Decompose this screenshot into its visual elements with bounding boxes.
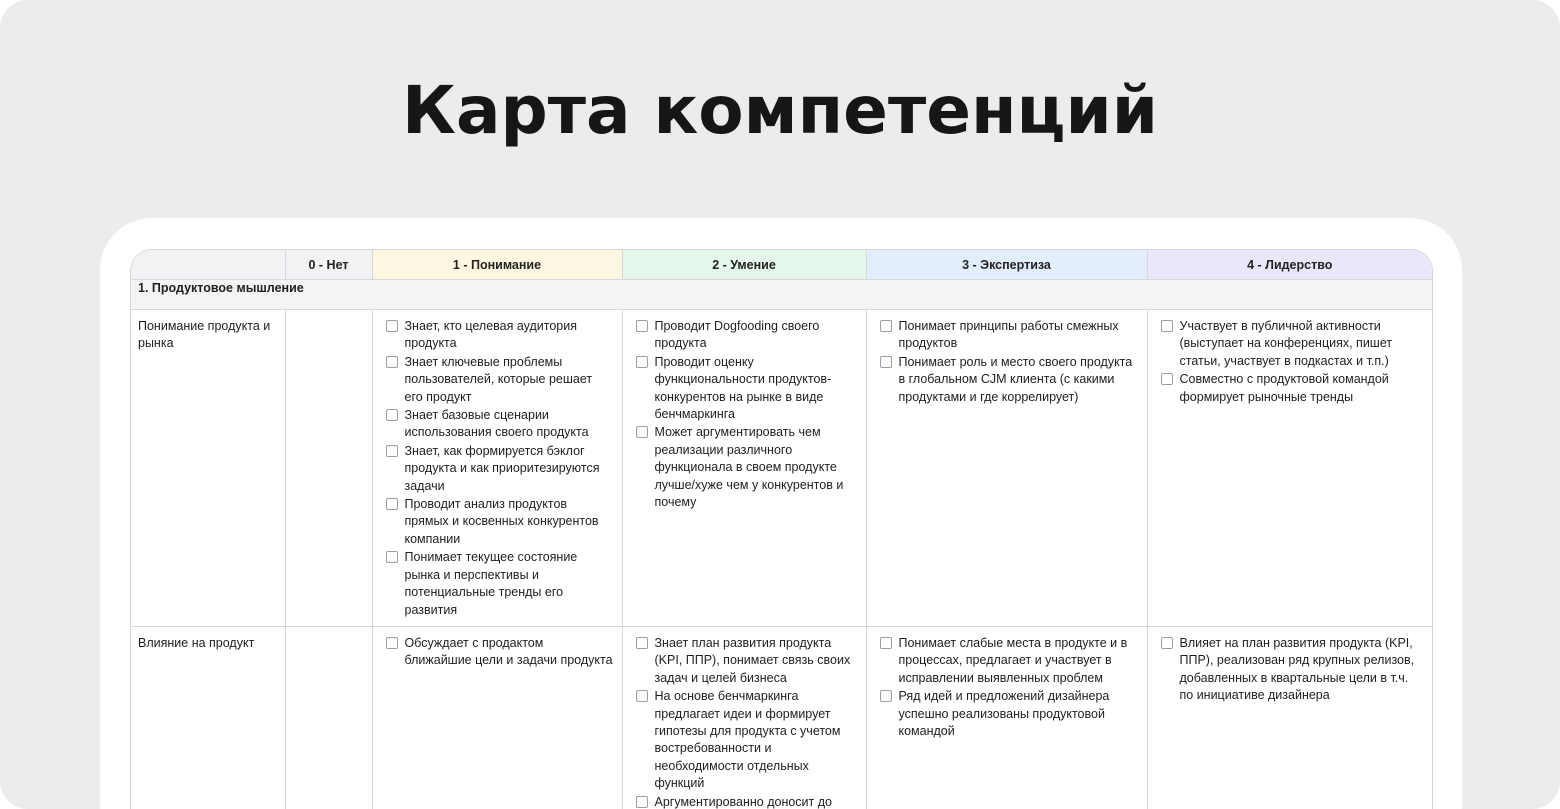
- checklist-item: [386, 496, 614, 548]
- level-2-cell: [622, 310, 866, 627]
- checkbox[interactable]: [386, 409, 398, 421]
- level-1-cell: [372, 626, 622, 809]
- checklist: [875, 318, 1139, 406]
- header-level-3: 3 - Экспертиза: [866, 250, 1147, 280]
- checkbox[interactable]: [636, 637, 648, 649]
- header-level-0: 0 - Нет: [285, 250, 372, 280]
- checklist-item-text: Участвует в публичной активности (выступает на конференциях, пишет статьи, участвует в подкастах и т.п.): [1179, 319, 1393, 368]
- checklist-item: [636, 688, 858, 792]
- checklist-item: [1161, 318, 1425, 370]
- checklist-item: [386, 407, 614, 442]
- checklist-item-text: Проводит оценку функциональности продуктов-конкурентов на рынке в виде бенчмаркинга: [654, 354, 832, 422]
- level-1-cell: [372, 310, 622, 627]
- checklist-item-text: Проводит анализ продуктов прямых и косвенных конкурентов компании: [404, 497, 599, 546]
- checklist: [631, 318, 858, 511]
- checklist: [381, 635, 614, 670]
- checklist-item-text: Совместно с продуктовой командой формирует рыночные тренды: [1179, 372, 1389, 404]
- checklist-item: [880, 635, 1139, 687]
- checklist-item: [386, 549, 614, 619]
- checklist-item: [880, 354, 1139, 406]
- checklist-item: [386, 354, 614, 406]
- level-4-cell: [1147, 626, 1432, 809]
- checklist-item: [386, 318, 614, 353]
- checklist: [875, 635, 1139, 740]
- checklist: [1156, 635, 1425, 705]
- checklist-item-text: Понимает текущее состояние рынка и перспективы и потенциальные тренды его развития: [404, 550, 578, 617]
- checkbox[interactable]: [386, 498, 398, 510]
- checklist-item-text: Знает ключевые проблемы пользователей, которые решает его продукт: [404, 354, 593, 404]
- checklist: [1156, 318, 1425, 406]
- checklist-item: [386, 635, 614, 670]
- checkbox[interactable]: [1161, 637, 1173, 649]
- checklist-item: [880, 318, 1139, 353]
- checkbox[interactable]: [880, 637, 892, 649]
- checkbox[interactable]: [880, 690, 892, 702]
- checklist-item: [636, 794, 858, 809]
- checklist-item-text: Аргументированно доносит до: [654, 794, 832, 809]
- checklist-item-text: Знает базовые сценарии использования своего продукта: [404, 408, 589, 440]
- section-row: [131, 280, 1432, 310]
- checklist-item: [636, 635, 858, 687]
- section-title: 1. Продуктовое мышление: [131, 280, 1432, 310]
- checklist-item-text: Проводит Dogfooding своего продукта: [654, 319, 820, 351]
- level-2-cell: [622, 626, 866, 809]
- checkbox[interactable]: [1161, 373, 1173, 385]
- level-3-cell: [866, 626, 1147, 809]
- checklist-item: [636, 424, 858, 511]
- checklist-item: [636, 354, 858, 424]
- checkbox[interactable]: [636, 356, 648, 368]
- checkbox[interactable]: [636, 320, 648, 332]
- competency-table-sheet: [130, 249, 1433, 809]
- checklist-item: [636, 318, 858, 353]
- checklist-item: [386, 443, 614, 495]
- checkbox[interactable]: [386, 551, 398, 563]
- checklist-item: [1161, 635, 1425, 705]
- checklist-item-text: Понимает роль и место своего продукта в глобальном CJM клиента (с какими продуктами и где коррелирует): [898, 354, 1133, 404]
- checklist-item-text: Ряд идей и предложений дизайнера успешно реализованы продуктовой командой: [898, 689, 1110, 738]
- checklist-item: [880, 688, 1139, 740]
- checklist-item-text: На основе бенчмаркинга предлагает идеи и формирует гипотезы для продукта с учетом востребованности и необходимости отдельных функций: [654, 689, 841, 791]
- checklist: [381, 318, 614, 619]
- level-0-cell: [285, 626, 372, 809]
- header-level-4: 4 - Лидерство: [1147, 250, 1432, 280]
- checklist-item-text: Знает, как формируется бэклог продукта и как приоритезируются задачи: [404, 443, 600, 493]
- checklist-item: [1161, 371, 1425, 406]
- checkbox[interactable]: [386, 356, 398, 368]
- checklist-item-text: Знает план развития продукта (KPI, ППР), понимает связь своих задач и целей бизнеса: [654, 635, 851, 685]
- header-level-2: 2 - Умение: [622, 250, 866, 280]
- checkbox[interactable]: [880, 356, 892, 368]
- header-level-1: 1 - Понимание: [372, 250, 622, 280]
- checkbox[interactable]: [636, 796, 648, 808]
- level-0-cell: [285, 310, 372, 627]
- page-title: Карта компетенций: [402, 72, 1158, 149]
- checklist-item-text: Может аргументировать чем реализации различного функционала в своем продукте лучше/хуже чем у конкурентов и почему: [654, 425, 844, 510]
- header-row: [131, 250, 1432, 280]
- table-row: [131, 626, 1432, 809]
- checklist-item-text: Влияет на план развития продукта (KPI, ППР), реализован ряд крупных релизов, добавленных в квартальные цели в т.ч. по инициативе дизайнера: [1179, 635, 1415, 703]
- checkbox[interactable]: [636, 426, 648, 438]
- checkbox[interactable]: [880, 320, 892, 332]
- table-row: [131, 310, 1432, 627]
- row-name: Понимание продукта и рынка: [131, 310, 285, 627]
- checklist-item-text: Понимает принципы работы смежных продуктов: [898, 319, 1119, 351]
- level-4-cell: [1147, 310, 1432, 627]
- header-corner: [131, 250, 285, 280]
- checkbox[interactable]: [386, 445, 398, 457]
- checklist: [631, 635, 858, 809]
- checkbox[interactable]: [386, 637, 398, 649]
- checkbox[interactable]: [386, 320, 398, 332]
- checklist-item-text: Понимает слабые места в продукте и в процессах, предлагает и участвует в исправлении выявленных проблем: [898, 635, 1128, 685]
- checkbox[interactable]: [1161, 320, 1173, 332]
- checklist-item-text: Обсуждает с продактом ближайшие цели и задачи продукта: [404, 635, 613, 668]
- checkbox[interactable]: [636, 690, 648, 702]
- row-name: Влияние на продукт: [131, 626, 285, 809]
- checklist-item-text: Знает, кто целевая аудитория продукта: [404, 319, 578, 351]
- level-3-cell: [866, 310, 1147, 627]
- competency-table: [131, 250, 1432, 809]
